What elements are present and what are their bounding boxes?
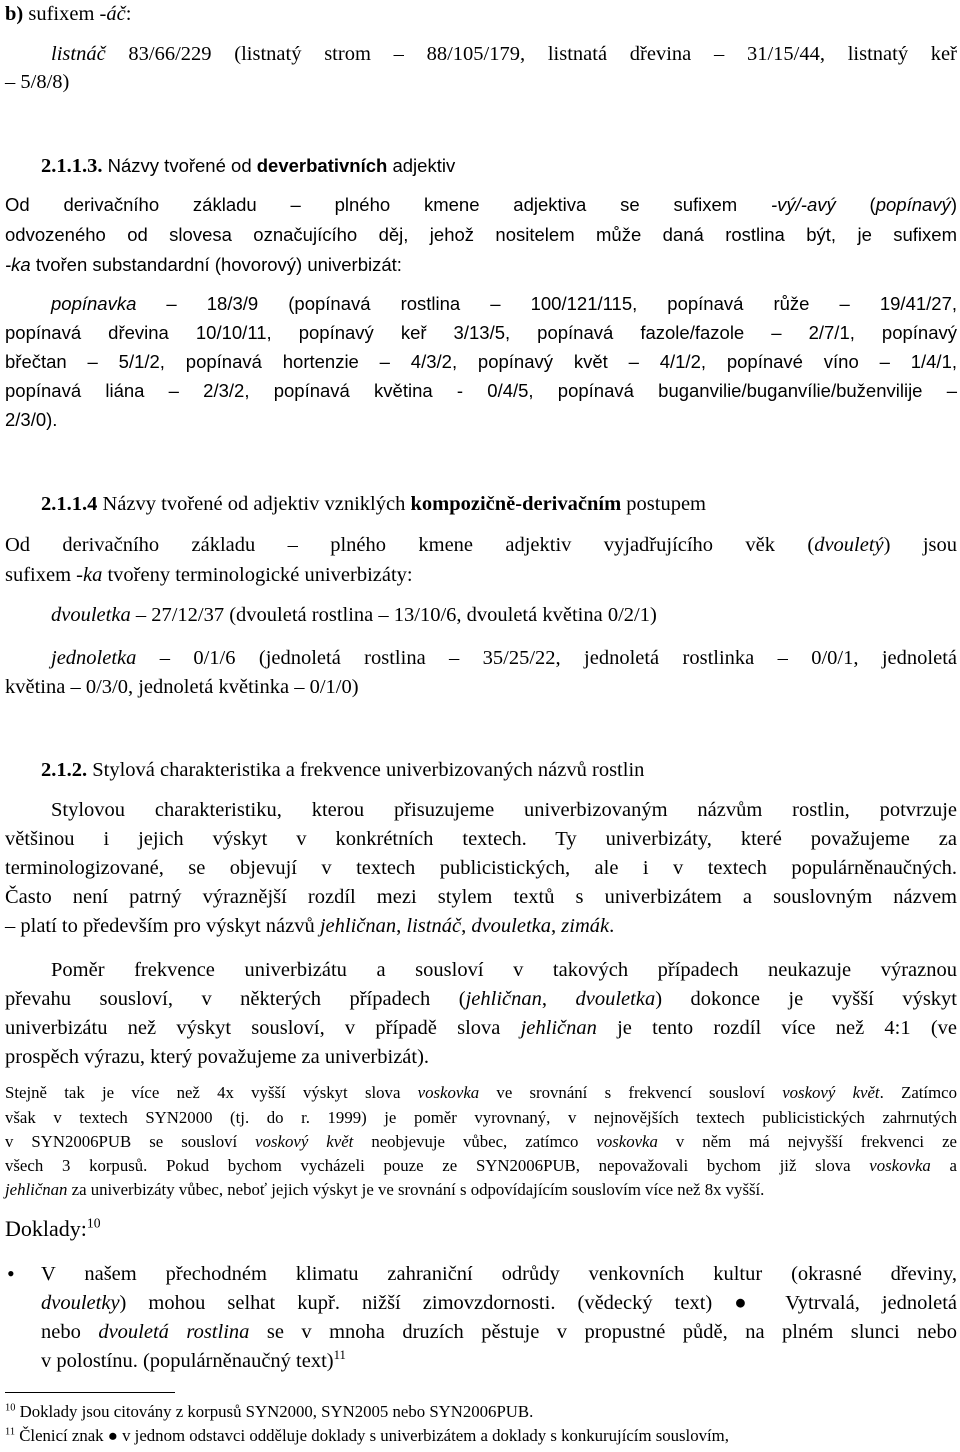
- text: v SYN2006PUB se sousloví: [5, 1132, 256, 1151]
- text: .: [609, 915, 615, 937]
- paragraph-line: [5, 256, 402, 275]
- paragraph-line: [5, 535, 957, 556]
- citation-line: [41, 1348, 346, 1372]
- listnac-line-1: [51, 44, 957, 65]
- text: ,: [461, 915, 472, 937]
- paragraph-line: [5, 565, 413, 586]
- text: – 27/12/37 (dvouletá rostlina – 13/10/6, dvouletá květina 0/2/1): [130, 604, 657, 626]
- term: dvouletky: [41, 1292, 120, 1314]
- paragraph-line: [5, 829, 957, 850]
- text: Často není patrný výraznější rozdíl mezi stylem textů s univerbizátem a souslovným názvem: [5, 886, 957, 908]
- text: však v textech SYN2000 (tj. do r. 1999) je poměr vyrovnaný, v nejnovějších textech publicistických zahrnutých: [5, 1108, 957, 1127]
- term-popinavka: popínavka: [51, 293, 137, 314]
- citation-line: [41, 1264, 957, 1285]
- section-heading-2114: [41, 494, 706, 515]
- paragraph-line: [51, 800, 957, 821]
- example-line: [5, 324, 957, 343]
- bullet-icon: •: [7, 1261, 15, 1286]
- footnote-ref-10[interactable]: 10: [86, 1215, 101, 1231]
- section-number: 2.1.2.: [41, 759, 88, 781]
- paragraph-line: [51, 960, 957, 981]
- term: voskový květ: [782, 1083, 880, 1102]
- example-line: 2/3/0).: [5, 409, 58, 430]
- text: ) dokonce je vyšší výskyt: [655, 988, 957, 1010]
- term: jehličnan: [5, 1180, 68, 1199]
- example-line: [5, 353, 957, 372]
- text: popínavá dřevina 10/10/11, popínavý keř 3/13/5, popínavá fazole/fazole – 2/7/1, popínavý: [5, 322, 957, 343]
- text: ,: [396, 915, 407, 937]
- section-number: 2.1.1.4: [41, 493, 98, 515]
- footnote-10: [5, 1404, 533, 1421]
- heading-text: postupem: [621, 493, 706, 515]
- heading-bold: kompozičně-derivačním: [410, 493, 622, 515]
- paragraph-line: [5, 1018, 957, 1039]
- section-heading-212: [41, 760, 644, 781]
- small-paragraph-line: [5, 1110, 957, 1127]
- text: ,: [541, 988, 576, 1010]
- term: zimák: [561, 915, 610, 937]
- paragraph-line: [5, 226, 957, 245]
- text: tvořeny terminologické univerbizáty:: [102, 564, 413, 586]
- text: Od derivačního základu – plného kmene adjektiv vyjadřujícího věk (: [5, 534, 815, 556]
- text: – 18/3/9 (popínavá rostlina – 100/121/115, popínavá růže – 19/41/27,: [136, 293, 957, 314]
- paragraph-line: [5, 887, 957, 908]
- term: dvouletka: [471, 915, 552, 937]
- term: dvouletá rostlina: [98, 1321, 250, 1343]
- paragraph-line: [5, 196, 957, 215]
- example-jednoletka: [51, 648, 957, 669]
- footnote-ref-11[interactable]: 11: [333, 1348, 346, 1363]
- text: Stylovou charakteristiku, kterou přisuzujeme univerbizovaným názvům rostlin, potvrzuje: [51, 799, 957, 821]
- doklady-heading: [5, 1215, 101, 1241]
- term: voskovka: [417, 1083, 480, 1102]
- heading-text: adjektiv: [387, 155, 456, 176]
- text: ,: [551, 915, 562, 937]
- listnac-line-2: – 5/8/8): [5, 71, 70, 93]
- suffix: -ka: [5, 254, 31, 275]
- section-number: 2.1.1.3.: [41, 155, 103, 177]
- text: všech 3 korpusů. Pokud bychom vycházeli pouze ze SYN2006PUB, nepovažovali bychom již slova: [5, 1156, 870, 1175]
- suffix: -áč: [99, 3, 126, 25]
- term-dvouletka: dvouletka: [51, 604, 131, 626]
- text: Od derivačního základu – plného kmene adjektiva se sufixem: [5, 194, 771, 215]
- paragraph-line: prospěch výrazu, který považujeme za univerbizát).: [5, 1046, 430, 1068]
- listnac-stats: 83/66/229 (listnatý strom – 88/105/179, listnatá dřevina – 31/15/44, listnatý keř: [105, 43, 957, 65]
- text: V našem přechodném klimatu zahraniční odrůdy venkovních kultur (okrasné dřeviny,: [41, 1263, 957, 1285]
- text: převahu sousloví, v některých případech (: [5, 988, 466, 1010]
- example-dvouletka: [51, 605, 657, 626]
- paragraph-line: [5, 989, 957, 1010]
- example-line: [5, 382, 957, 401]
- text: – 0/1/6 (jednoletá rostlina – 35/25/22, jednoletá rostlinka – 0/0/1, jednoletá: [136, 647, 957, 669]
- footnote-separator: [5, 1392, 175, 1393]
- text: ve srovnání s frekvencí sousloví: [479, 1083, 783, 1102]
- text: odvozeného od slovesa označujícího děj, jehož nositelem může daná rostlina být, je sufixem: [5, 224, 957, 245]
- citation-line: [41, 1293, 957, 1314]
- term: dvouletka: [575, 988, 656, 1010]
- example-line: květina – 0/3/0, jednoletá květinka – 0/1/0): [5, 676, 359, 698]
- text: univerbizátu než výskyt sousloví, v případě slova: [5, 1017, 521, 1039]
- heading-text: sufixem: [28, 3, 100, 25]
- text: za univerbizáty vůbec, neboť jejich výskyt je ve srovnání s odpovídajícím souslovím více než 8x vyšší.: [67, 1180, 765, 1199]
- small-paragraph-line: [5, 1085, 957, 1102]
- term: popínavý: [875, 194, 951, 215]
- text: – platí to především pro výskyt názvů: [5, 915, 320, 937]
- text: . Zatímco: [879, 1083, 957, 1102]
- footnote-number: 11: [5, 1426, 16, 1438]
- text: většinou i jejich výskyt v konkrétních textech. Ty univerbizáty, které považujeme za: [5, 828, 957, 850]
- term: voskovka: [596, 1132, 658, 1151]
- term: jehličnan: [319, 915, 397, 937]
- footnote-number: 10: [5, 1402, 16, 1414]
- text: Stejně tak je více než 4x vyšší výskyt slova: [5, 1083, 418, 1102]
- text: a: [930, 1156, 957, 1175]
- text: ) jsou: [883, 534, 958, 556]
- suffix: -vý/-avý: [771, 194, 836, 215]
- heading-text: Názvy tvořené od: [102, 155, 257, 176]
- small-paragraph-line: [5, 1182, 764, 1199]
- small-paragraph-line: [5, 1134, 957, 1151]
- term: voskovka: [869, 1156, 931, 1175]
- text: nebo: [41, 1321, 99, 1343]
- term: voskový květ: [255, 1132, 354, 1151]
- text: Poměr frekvence univerbizátu a sousloví v takových případech neukazuje výraznou: [51, 959, 957, 981]
- heading-text: Doklady:: [5, 1216, 87, 1241]
- term: listnáč: [406, 915, 462, 937]
- small-paragraph-line: [5, 1158, 957, 1175]
- text: ) mohou selhat kupř. nižší zimovzdornosti. (vědecký text) ● Vytrvalá, jednoletá: [119, 1292, 957, 1314]
- section-heading-2113: [41, 156, 455, 177]
- text: se v mnoha druzích pěstuje v propustné půdě, na plném slunci nebo: [249, 1321, 957, 1343]
- suffix: -ka: [76, 564, 103, 586]
- term-jednoletka: jednoletka: [51, 647, 137, 669]
- section-b-heading: [5, 4, 131, 25]
- text: terminologizované, se objevují v textech publicistických, ale i v textech populárněnaučných.: [5, 857, 957, 879]
- text: Členicí znak ● v jednom odstavci odděluje doklady s univerbizátem a doklady s konkurujícím souslovím,: [15, 1426, 729, 1445]
- heading-text: Stylová charakteristika a frekvence univerbizovaných názvů rostlin: [87, 759, 645, 781]
- footnote-11: [5, 1428, 729, 1445]
- paragraph-line: [5, 916, 614, 937]
- text: v něm má nejvyšší frekvenci ze: [657, 1132, 958, 1151]
- paragraph-line: [5, 858, 957, 879]
- term: jehličnan: [520, 1017, 597, 1039]
- text: v polostínu. (populárněnaučný text): [41, 1350, 334, 1372]
- text: ): [950, 194, 957, 215]
- term: jehličnan: [465, 988, 542, 1010]
- term-listnac: listnáč: [51, 43, 106, 65]
- text: neobjevuje vůbec, zatímco: [353, 1132, 597, 1151]
- text: sufixem: [5, 564, 77, 586]
- list-label: b): [5, 3, 24, 25]
- text: (: [835, 194, 876, 215]
- text: popínavá liána – 2/3/2, popínavá květina - 0/4/5, popínavá buganvilie/buganvílie/buženvilije –: [5, 380, 957, 401]
- heading-text: Názvy tvořené od adjektiv vzniklých: [97, 493, 411, 515]
- colon: :: [125, 3, 132, 25]
- heading-bold: deverbativních: [256, 155, 388, 176]
- term: dvouletý: [814, 534, 884, 556]
- text: Doklady jsou citovány z korpusů SYN2000, SYN2005 nebo SYN2006PUB.: [15, 1402, 534, 1421]
- text: tvořen substandardní (hovorový) univerbizát:: [30, 254, 402, 275]
- text: je tento rozdíl více než 4:1 (ve: [596, 1017, 957, 1039]
- citation-line: [41, 1322, 957, 1343]
- example-line: [51, 295, 957, 314]
- text: břečtan – 5/1/2, popínavá hortenzie – 4/3/2, popínavý květ – 4/1/2, popínavé víno – 1/4/1,: [5, 351, 957, 372]
